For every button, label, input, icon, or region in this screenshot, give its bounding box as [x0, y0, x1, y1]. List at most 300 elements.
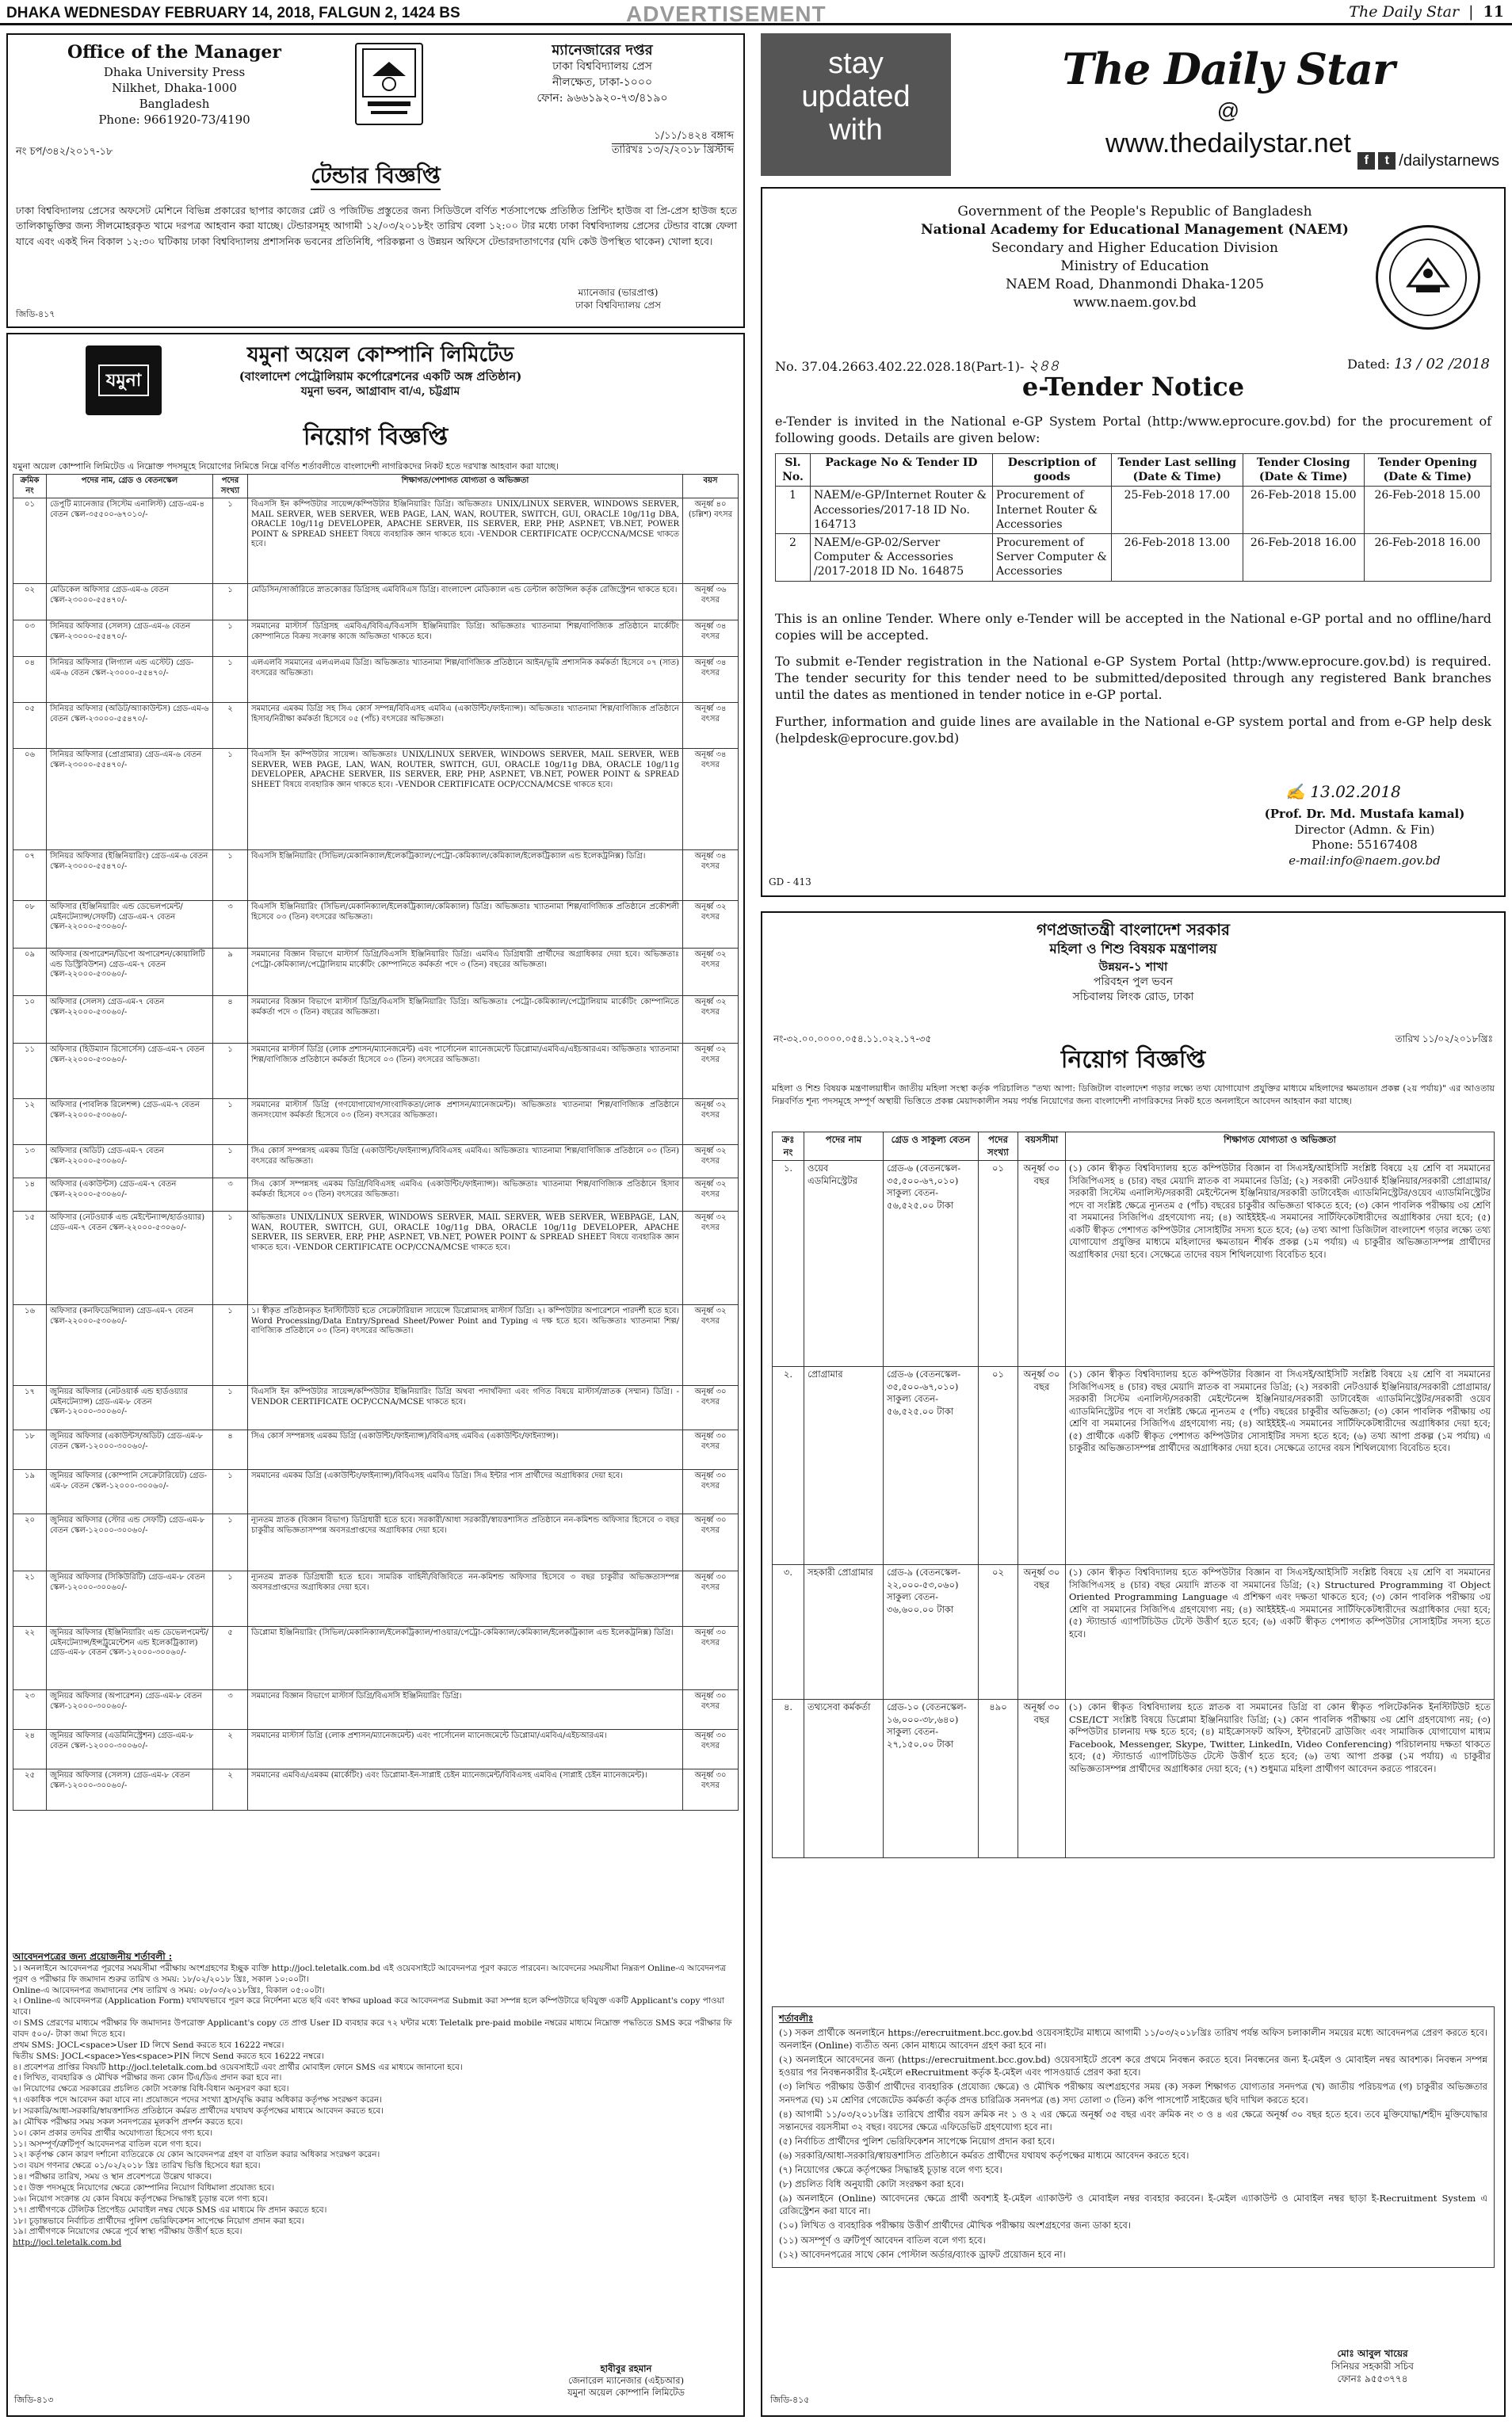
job-qualification: সমমানের মাস্টার্স ডিগ্রি (লোক প্রশাসন/ম্যানেজমেন্ট) এবং পার্সোনেল ম্যানেজমেন্টে ডিপ্লোমা/এমবিএ/এইচআরএম। অভিজ্ঞতাঃ খ্যাতনামা শিল্প/বাণিজ্যিক প্রতিষ্ঠানে কর্মকর্তা হিসেবে ০৩ (তিন) বৎসরের অভিজ্ঞতা। [248, 1044, 683, 1099]
job-post: সিনিয়র অফিসার (প্রোগ্রামার) গ্রেড-এম-৬ বেতন স্কেল-২৩০০০-৫৫৪৭০/- [47, 749, 213, 850]
jamuna-recruitment-ad [6, 333, 745, 2417]
jamuna-th: পদের নাম, গ্রেড ও বেতনস্কেল [47, 475, 213, 498]
naem-th: Tender Closing (Date & Time) [1243, 454, 1364, 487]
mowca-signature-phone: ফোনঃ ৯৫৫৩৭৭৪ [1337, 2373, 1408, 2385]
job-age: অনূর্ধ্ব ৩২ বৎসর [683, 949, 739, 996]
naem-sign-name: (Prof. Dr. Md. Mustafa kamal) [1264, 807, 1465, 821]
table-row [776, 487, 1491, 534]
job-post: জুনিয়র অফিসার (সিকিউরিটি) গ্রেড-এম-৮ বেতন স্কেল-১২০০০-৩০০৬০/- [47, 1571, 213, 1627]
mowca-th: বয়সসীমা [1018, 1132, 1066, 1161]
job-age: অনূর্ধ্ব ৩০ বৎসর [683, 1627, 739, 1690]
job-age: অনূর্ধ্ব ৩০ বৎসর [683, 1386, 739, 1430]
job-post: অফিসার (একাউন্টস) গ্রেড-এম-৭ বেতন স্কেল-২২০০০-৫৩০৬০/- [47, 1178, 213, 1212]
job-age: অনূর্ধ্ব ৩২ বৎসর [683, 1305, 739, 1386]
press-bn-line: ঢাকা বিশ্ববিদ্যালয় প্রেস [552, 60, 652, 74]
post-age: অনূর্ধ্ব ৩০ বছর [1018, 1367, 1066, 1565]
job-serial: ১৬ [13, 1305, 47, 1386]
table-row [13, 703, 739, 749]
press-body: ঢাকা বিশ্ববিদ্যালয় প্রেসের অফসেট মেশিনে বিভিন্ন প্রকারের ছাপার কাজের প্লেট ও পজিটিভ প্রস্তুতের জন্য সিডিউলে বর্ণিত শর্তসাপেক্ষে প্রতিষ্ঠিত প্রিন্টিং হাউজ বা প্রি-প্রেস হাউজ হতে তালিকাভুক্তির জন্য সীলমোহরকৃত খামে দরপত্র আহবান করা যাচ্ছে। টেন্ডারসমূহ আগামী ১২/০৩/২০১৮ইং তারিখ বেলা ১২:০০ টার মধ্যে ঢাকা বিশ্ববিদ্যালয় প্রেসের টেন্ডার বাক্সে ফেলা যাবে এবং একই দিন বিকাল ১২:৩০ ঘটিকায় ঢাকা বিশ্ববিদ্যালয় প্রশাসনিক ভবনের প্রতিনিধি, পরিকল্পনা ও উন্নয়ন অফিসে টেন্ডারদাতাগণের (যদি কেউ উপস্থিত থাকেন) খোলা হবে। [16, 204, 737, 247]
term-item: ৩। SMS প্রেরণের মাধ্যমে পরীক্ষার ফি জমাদানঃ উপরোক্ত Applicant's copy তে প্রাপ্ত User ID ব্যবহার করে ৭২ ঘন্টার মধ্যে Teletalk pre-paid mobile নম্বরের মাধ্যমে নিম্নোক্ত পদ্ধতিতে SMS করে পরীক্ষার ফি বাবদ ৫০০/- টাকা জমা দিতে হবে। [13, 2018, 732, 2039]
job-serial: ০৪ [13, 657, 47, 703]
job-serial: ০৭ [13, 850, 47, 901]
job-qualification: সমমানের মাস্টার্স ডিগ্রিসহ এমবিএ/বিবিএ/বিএসসি ইঞ্জিনিয়ারিং ডিগ্রি। অভিজ্ঞতাঃ খ্যাতনামা শিল্প/বাণিজ্যিক প্রতিষ্ঠানে মার্কেটিং কোম্পানিতে বিক্রয় সংক্রান্ত কাজে অভিজ্ঞতা থাকতে হবে। [248, 620, 683, 657]
term-item: ৬। নিয়োগের ক্ষেত্রে সরকারের প্রচলিত কোটা সংক্রান্ত বিধি-বিধান অনুসরণ করা হবে। [13, 2084, 289, 2094]
post-name: প্রোগ্রামার [804, 1367, 884, 1565]
job-post: অফিসার (পাবলিক রিলেশন্স) গ্রেড-এম-৭ বেতন স্কেল-২২০০০-৫৩০৬০/- [47, 1099, 213, 1145]
job-age: অনূর্ধ্ব ৪০ (চল্লিশ) বৎসর [683, 498, 739, 584]
table-row [13, 996, 739, 1044]
term-item: ১৫। উক্ত পদসমূহে নিয়োগের ক্ষেত্রে কোম্পানির নিয়োগ বিধিমালা প্রযোজ্য হবে। [13, 2183, 275, 2193]
term-item: (৩) লিখিত পরীক্ষায় উত্তীর্ণ প্রার্থীদের ব্যবহারিক (প্রযোজ্য ক্ষেত্রে) ও মৌখিক পরীক্ষায় অংশগ্রহণের সময় (ক) সকল শিক্ষাগত যোগ্যতার সনদপত্র (খ) জাতীয় পরিচয়পত্র (গ) চাকুরীর অভিজ্ঞতার সনদপত্র (ঘ) ১ম শ্রেণির গেজেটেড কর্মকর্তা কর্তৃক প্রদত্ত চারিত্রিক সনদপত্র (ঙ) সদ্য তোলা ৩ (তিন) কপি পাসপোর্ট সাইজের ছবি দাখিল করতে হবে। [779, 2081, 1487, 2105]
term-item: ৮। সরকারি/আধা-সরকারি/স্বায়ত্তশাসিত প্রতিষ্ঠানে কর্মরত প্রার্থীদের যথাযথ কর্তৃপক্ষের মাধ্যমে আবেদন করতে হবে। [13, 2106, 384, 2116]
job-age: অনূর্ধ্ব ৩০ বৎসর [683, 1430, 739, 1470]
job-serial: ০৮ [13, 901, 47, 949]
post-serial: ২. [773, 1367, 804, 1565]
term-item: (৯) অনলাইনে (Online) আবেদনের ক্ষেত্রে প্রার্থী অবশ্যই ই-মেইল এ্যাকাউন্ট ও মোবাইল নম্বর ব্যবহার করবেন। ই-মেইল এ্যাকাউন্ট ও মোবাইল নম্বর ছাড়া ই-Recruitment System এ রেজিস্ট্রেশন করা যাবে না। [779, 2193, 1487, 2217]
naem-gov: Government of the People's Republic of Bangladesh [957, 204, 1312, 219]
term-item: (৮) প্রচলিত বিধি অনুযায়ী কোটা সংরক্ষণ করা হবে। [779, 2178, 964, 2190]
job-post: অফিসার (অপারেশন/ডিপো অপারেশন/কোয়ালিটি এন্ড ডিস্ট্রিবিউশন) গ্রেড-এম-৭ বেতন স্কেল-২২০০০-৫৩০৬০/- [47, 949, 213, 996]
press-en-line: Dhaka University Press [103, 64, 246, 79]
naem-header [889, 203, 1380, 312]
job-post: জুনিয়র অফিসার (নেটওয়ার্ক এন্ড হার্ডওয়্যার মেইনটেন্যান্স) গ্রেড-এম-৮ বেতন স্কেল-১২০০০-৩০০৬০/- [47, 1386, 213, 1430]
job-age: অনূর্ধ্ব ৩৪ বৎসর [683, 657, 739, 703]
job-count: ৪ [213, 1430, 248, 1470]
job-age: অনূর্ধ্ব ৩২ বৎসর [683, 1212, 739, 1305]
job-serial: ১৯ [13, 1470, 47, 1514]
job-post: অফিসার (সেলস) গ্রেড-এম-৭ বেতন স্কেল-২২০০০-৫৩০৬০/- [47, 996, 213, 1044]
term-item: (১) সকল প্রার্থীকে অনলাইনে https://erecruitment.bcc.gov.bd ওয়েবসাইটের মাধ্যমে আগামী ১১/০৩/২০১৮খ্রিঃ তারিখ পর্যন্ত অফিস চলাকালীন সময়ের মধ্যে আবেদনপত্র প্রেরণ করতে হবে। অনলাইন (Online) ব্যতীত অন্য কোন মাধ্যমে আবেদন গ্রহণ করা হবে না। [779, 2027, 1487, 2052]
naem-memo-handwritten: ২৪৪ [1028, 356, 1060, 375]
job-serial: ১১ [13, 1044, 47, 1099]
job-serial: ২২ [13, 1627, 47, 1690]
naem-th: Description of goods [993, 454, 1112, 487]
naem-cell: 1 [776, 487, 811, 534]
jamuna-table [13, 474, 739, 1811]
job-qualification: অভিজ্ঞতাঃ UNIX/LINUX SERVER, WINDOWS SERVER, MAIL SERVER, WEB SERVER, WEBPAGE, LAN, WAN, ROUTER, SWITCH, GUI, ORACLE 10g/11g DBA, ORACLE 10g/11g DEVELOPER, APACHE SERVER, IIS SERVER, ERP, PHP, ASP.NET, VB.NET, POWER POINT & SPREAD SHEET বিষয়ে ব্যবহারিক জ্ঞান থাকতে হবে। -VENDOR CERTIFICATE OCP/CCNA/MCSE থাকতে হবে। [248, 1212, 683, 1305]
post-count: ৪৯০ [979, 1700, 1018, 1858]
job-serial: ১০ [13, 996, 47, 1044]
job-age: অনূর্ধ্ব ৩২ বৎসর [683, 1099, 739, 1145]
daily-star-logo: The Daily Star [1062, 44, 1395, 94]
naem-paragraphs [775, 610, 1491, 746]
term-item: ১১। অসম্পূর্ণ/ত্রুটিপূর্ণ আবেদনপত্র বাতিল বলে গণ্য হবে। [13, 2139, 201, 2149]
job-serial: ২৪ [13, 1730, 47, 1769]
press-ref: নং চপ/৩৪২/২০১৭-১৮ [16, 146, 113, 158]
jamuna-address: যমুনা ভবন, আগ্রাবাদ বা/এ, চট্টগ্রাম [300, 385, 460, 399]
press-signature-org: ঢাকা বিশ্ববিদ্যালয় প্রেস [575, 299, 661, 311]
jamuna-title: যমুনা অয়েল কোম্পানি লিমিটেড [246, 343, 514, 367]
jamuna-th: শিক্ষাগত/পেশাগত যোগ্যতা ও অভিজ্ঞতা [248, 475, 683, 498]
job-qualification: মেডিসিন/সার্জারিতে স্নাতকোত্তর ডিগ্রিসহ এমবিবিএস ডিগ্রি। বাংলাদেশ মেডিক্যাল এন্ড ডেন্টাল কাউন্সিল কর্তৃক রেজিস্ট্রেশন থাকতে হবে। [248, 584, 683, 620]
jamuna-signature-title: জেনারেল ম্যানেজার (এইচআর) [567, 2374, 685, 2386]
masthead-paper-name: The Daily Star [1349, 3, 1460, 21]
job-post: সিনিয়র অফিসার (ইঞ্জিনিয়ারিং) গ্রেড-এম-৬ বেতন স্কেল-২৩০০০-৫৫৪৭০/- [47, 850, 213, 901]
naem-date-value: 13 / 02 /2018 [1394, 356, 1490, 372]
job-qualification: ১। স্বীকৃত প্রতিষ্ঠানকৃত ইনস্টিটিউট হতে সেক্রেটারিয়াল সায়েন্সে ডিপ্লোমাসহ মাস্টার্স ডিগ্রি। ২। কম্পিউটার অপারেশনে পারদর্শী হতে হবে। Word Processing/Data Entry/Spread Sheet/Power Point and Typing এ দক্ষ হতে হবে। অভিজ্ঞতাঃ খ্যাতনামা শিল্প/বাণিজ্যিক প্রতিষ্ঠানে ০৩ (তিন) বৎসরের অভিজ্ঞতা। [248, 1305, 683, 1386]
naem-org: National Academy for Educational Management (NAEM) [921, 221, 1349, 238]
promo-url[interactable]: www.thedailystar.net [1105, 128, 1351, 158]
press-en-line: Nilkhet, Dhaka-1000 [112, 80, 237, 95]
job-qualification: সমমানের এমবিএ/এমকম (মার্কেটিং) এবং ডিপ্লোমা-ইন-সাপ্লাই চেইন ম্যানেজমেন্ট/বিবিএসহ এমবিএ (সাপ্লাই চেইন ম্যানেজমেন্ট)। [248, 1769, 683, 1811]
job-post: জুনিয়র অফিসার (অপারেশন) গ্রেড-এম-৮ বেতন স্কেল-১২০০০-৩০০৬০/- [47, 1690, 213, 1730]
press-headline [8, 162, 743, 190]
press-en-line: Bangladesh [139, 97, 210, 112]
mowca-th: পদের সংখ্যা [979, 1132, 1018, 1161]
jamuna-intro: যমুনা অয়েল কোম্পানি লিমিটেড এ নিম্নোক্ত পদসমূহে নিয়োগের নিমিত্তে নিম্নে বর্ণিত শর্তাবলীতে বাংলাদেশী নাগরিকদের নিকট হতে দরখাস্ত আহবান করা যাচ্ছে। [13, 461, 559, 471]
term-item: ১৬। নিয়োগ সংক্রান্ত যে কোন বিষয়ে কর্তৃপক্ষের সিদ্ধান্তই চূড়ান্ত বলে গণ্য হবে। [13, 2193, 268, 2204]
table-row [13, 1627, 739, 1690]
jamuna-terms-title: আবেদনপত্রের জন্য প্রয়োজনীয় শর্তাবলী : [13, 1951, 173, 1962]
term-item: ১৪। পরীক্ষার তারিখ, সময় ও স্থান প্রবেশপত্রে উল্লেখ থাকবে। [13, 2172, 212, 2182]
promo-at: @ [1216, 98, 1240, 124]
mowca-intro: মহিলা ও শিশু বিষয়ক মন্ত্রণালয়াধীন জাতীয় মহিলা সংস্থা কর্তৃক পরিচালিত "তথ্য আপা: ডিজিটাল বাংলাদেশ গড়ার লক্ষ্যে তথ্য যোগাযোগ প্রযুক্তির মাধ্যমে মহিলাদের ক্ষমতায়ন প্রকল্প (২য় পর্যায়)" এর আওতায় নিম্নবর্ণিত শূন্য পদসমূহে সম্পূর্ণ অস্থায়ী ভিত্তিতে প্রকল্প মেয়াদকালীন সময় পর্যন্ত নিয়োগের জন্য বাংলাদেশী নাগরিকদের নিকট হতে অনলাইনে আবেদন আহবান করা যাচ্ছে। [772, 1083, 1495, 1106]
job-serial: ০৯ [13, 949, 47, 996]
naem-th: Sl. No. [776, 454, 811, 487]
term-item: Online-এ আবেদনপত্র জমাদানের শেষ তারিখ ও সময়: ০৮/০৩/২০১৮খ্রিঃ, বিকাল ০৫:০০টা। [13, 1985, 325, 1995]
job-qualification: সমমানের মাস্টার্স ডিগ্রি (গণযোগাযোগ/সাংবাদিকতা/লোক প্রশাসন/ম্যানেজমেন্ট)। অভিজ্ঞতাঃ খ্যাতনামা শিল্প/বাণিজ্যিক প্রতিষ্ঠানে জনসংযোগ কর্মকর্তা হিসেবে ০৩ (তিন) বৎসরের অভিজ্ঞতা। [248, 1099, 683, 1145]
masthead-date: DHAKA WEDNESDAY FEBRUARY 14, 2018, FALGUN 2, 1424 BS [6, 5, 460, 21]
term-item: (১২) আবেদনপত্রের সাথে কোন পোস্টাল অর্ডার/ব্যাংক ড্রাফট প্রয়োজন হবে না। [779, 2248, 1066, 2260]
job-count: ২ [213, 1769, 248, 1811]
press-signature-title: ম্যানেজার (ভারপ্রাপ্ত) [578, 287, 659, 298]
job-count: ১ [213, 498, 248, 584]
mowca-th: গ্রেড ও সাকুল্য বেতন [884, 1132, 979, 1161]
naem-cell: 26-Feb-2018 16.00 [1364, 533, 1491, 581]
job-post: মেডিকেল অফিসার গ্রেড-এম-৬ বেতন স্কেল-২৩০০০-৫৫৪৭০/- [47, 584, 213, 620]
job-serial: ২৫ [13, 1769, 47, 1811]
mowca-code: জিডি-৪১৫ [770, 2395, 810, 2405]
naem-sign-email[interactable]: e-mail:info@naem.gov.bd [1289, 853, 1441, 868]
job-qualification: সমমানের এমকম ডিগ্রি সহ সিএ কোর্স সম্পন্ন/বিবিএসহ এমবিএ (একাউন্টিং/ফাইন্যান্স)। অভিজ্ঞতাঃ খ্যাতনামা শিল্প/বাণিজ্যিক প্রতিষ্ঠানে হিসাব/নিরীক্ষা কর্মকর্তা হিসেবে ০৫ (পাঁচ) বৎসরের অভিজ্ঞতা। [248, 703, 683, 749]
job-post: অফিসার (ইঞ্জিনিয়ারিং এন্ড ডেভেলপমেন্ট/মেইনটেন্যান্স/সেফটি) গ্রেড-এম-৭ বেতন স্কেল-২২০০০-৫৩০৬০/- [47, 901, 213, 949]
naem-memo-number: No. 37.04.2663.402.22.028.18(Part-1)- [775, 359, 1025, 374]
term-item: (৪) আগামী ১১/০৩/২০১৮খ্রিঃ তারিখে প্রার্থীর বয়স ক্রমিক নং ১ ও ২ এর ক্ষেত্রে অনূর্ধ্ব ৩৫ বছর এবং ক্রমিক নং ৩ ও ৪ এর ক্ষেত্রে অনূর্ধ্ব ৩০ বছর হতে হবে। তবে মুক্তিযোদ্ধা/শহীদ মুক্তিযোদ্ধার সন্তানদের বয়সসীমা ৩২ বছর। বয়সের ক্ষেত্রে এফিডেভিট গ্রহণযোগ্য হবে না। [779, 2108, 1487, 2132]
job-count: ৩ [213, 901, 248, 949]
job-age: অনূর্ধ্ব ৩৪ বৎসর [683, 850, 739, 901]
job-post: সিনিয়র অফিসার (অডিট/অ্যাকাউন্টস) গ্রেড-এম-৬ বেতন স্কেল-২৩০০০-৫৫৪৭০/- [47, 703, 213, 749]
naem-emblem-icon [1376, 225, 1480, 330]
promo-text [761, 48, 951, 147]
job-count: ১ [213, 1145, 248, 1178]
post-grade: গ্রেড-১০ (বেতনস্কেল- ১৬,০০০-৩৮,৬৪০) সাকুল্য বেতন- ২৭,১৫০.০০ টাকা [884, 1700, 979, 1858]
job-post: সিনিয়র অফিসার (সেলস) গ্রেড-এম-৬ বেতন স্কেল-২৩০০০-৫৫৪৭০/- [47, 620, 213, 657]
naem-ministry: Ministry of Education [1060, 258, 1209, 274]
job-post: সিনিয়র অফিসার (লিগ্যাল এন্ড এস্টেট) গ্রেড-এম-৬ বেতন স্কেল-২৩০০০-৫৫৪৭০/- [47, 657, 213, 703]
naem-th: Tender Opening (Date & Time) [1364, 454, 1491, 487]
job-post: জুনিয়র অফিসার (কোম্পানি সেক্রেটারিয়েট) গ্রেড-এম-৮ বেতন স্কেল-১২০০০-৩০০৬০/- [47, 1470, 213, 1514]
post-grade: গ্রেড-৯ (বেতনস্কেল- ২২,০০০-৫৩,০৬০) সাকুল্য বেতন- ৩৬,৬০০.০০ টাকা [884, 1565, 979, 1700]
job-qualification: সিএ কোর্স সম্পন্নসহ এমকম ডিগ্রি (একাউন্টিং/ফাইন্যান্স)/বিবিএসহ এমবিএ। অভিজ্ঞতাঃ খ্যাতনামা শিল্প/বাণিজ্যিক প্রতিষ্ঠানে ০৩ (তিন) বৎসরের অভিজ্ঞতা। [248, 1145, 683, 1178]
jamuna-logo-icon [86, 345, 162, 415]
press-en-line: Phone: 9661920-73/4190 [98, 113, 250, 128]
post-name: তথ্যসেবা কর্মকর্তা [804, 1700, 884, 1858]
promo-line: with [829, 113, 883, 147]
term-item: ১২। কর্তৃপক্ষ কোন কারণ দর্শানো ব্যতিরেকে যে কোন আবেদনপত্র গ্রহণ বা বাতিল করার অধিকার সংরক্ষণ করেন। [13, 2150, 380, 2160]
term-item: ৯। মৌখিক পরীক্ষার সময় সকল সনদপত্রের মূলকপি প্রদর্শন করতে হবে। [13, 2117, 243, 2127]
jamuna-th: পদের সংখ্যা [213, 475, 248, 498]
job-serial: ১৮ [13, 1430, 47, 1470]
social-handle[interactable]: /dailystarnews [1399, 152, 1499, 170]
mowca-signature-name: মোঃ আবুল খায়ের [1337, 2348, 1408, 2359]
masthead-right: The Daily Star | 11 [1349, 3, 1504, 21]
job-age: অনূর্ধ্ব ৩২ বৎসর [683, 1178, 739, 1212]
jamuna-signature-name: হাবীবুর রহমান [600, 2363, 652, 2374]
post-serial: ১. [773, 1161, 804, 1367]
term-item: ২। Online-এ আবেদনপত্র (Application Form) যথাযথভাবে পূরণ করে নির্দেশনা মতে ছবি এবং স্বাক্ষর upload করে আবেদনপত্র Submit করা সম্পন্ন হলে কম্পিউটারে ছবিযুক্ত একটি Applicant's copy পাওয়া যাবে। [13, 1996, 724, 2017]
job-post: অফিসার (হিউম্যান রিসোর্সেস) গ্রেড-এম-৭ বেতন স্কেল-২২০০০-৫৩০৬০/- [47, 1044, 213, 1099]
job-serial: ১৪ [13, 1178, 47, 1212]
table-row [773, 1367, 1495, 1565]
naem-sign-date: 13.02.2018 [1310, 782, 1401, 801]
press-en-address [55, 64, 293, 128]
naem-date-label: Dated: [1347, 357, 1390, 372]
job-qualification: বিএসসি ইঞ্জিনিয়ারিং (সিভিল/মেকানিক্যাল/ইলেকট্রিক্যাল/কেমিক্যাল) ডিগ্রি। অভিজ্ঞতাঃ খ্যাতনামা শিল্প/বাণিজ্যিক প্রতিষ্ঠানে প্রকৌশলী হিসেবে ০৩ (তিন) বৎসরের অভিজ্ঞতা। [248, 901, 683, 949]
table-row [13, 657, 739, 703]
job-serial: ০৫ [13, 703, 47, 749]
promo-line: stay [828, 47, 884, 80]
jamuna-th: ক্রমিক নং [13, 475, 47, 498]
job-age: অনূর্ধ্ব ৩২ বৎসর [683, 1145, 739, 1178]
table-row [13, 1430, 739, 1470]
job-serial: ১২ [13, 1099, 47, 1145]
job-count: ১ [213, 1514, 248, 1571]
job-qualification: সমমানের বিজ্ঞান বিভাগে মাস্টার্স ডিগ্রি/বিএসসি ইঞ্জিনিয়ারিং ডিগ্রি। অভিজ্ঞতাঃ পেট্রো-কেমিক্যাল/পেট্রোলিয়াম মার্কেটিং কোম্পানিতে কর্মকর্তা পদে ৩ (তিন) বছরের অভিজ্ঞতা। [248, 996, 683, 1044]
post-serial: ৪. [773, 1700, 804, 1858]
jamuna-headline [8, 422, 743, 452]
job-post: অফিসার (কনফিডেন্সিয়াল) গ্রেড-এম-৭ বেতন স্কেল-২২০০০-৫৩০৬০/- [47, 1305, 213, 1386]
job-qualification: এলএলবি সমমানের এলএলএম ডিগ্রি। অভিজ্ঞতাঃ খ্যাতনামা শিল্প/বাণিজ্যিক প্রতিষ্ঠানে আইন/ভূমি প্রশাসনিক কর্মকর্তা হিসেবে ০৭ (সাত) বৎসরের অভিজ্ঞতা। [248, 657, 683, 703]
job-age: অনূর্ধ্ব ৩২ বৎসর [683, 996, 739, 1044]
mowca-address: সচিবালয় লিংক রোড, ঢাকা [1072, 991, 1194, 1004]
job-count: ১ [213, 850, 248, 901]
naem-handwritten-signature [1285, 781, 1401, 802]
naem-sign-title: Director (Admn. & Fin) [1294, 822, 1435, 837]
post-grade: গ্রেড-৬ (বেতনস্কেল- ৩৫,৫০০-৬৭,০১০) সাকুল্য বেতন- ৫৬,৫২৫.০০ টাকা [884, 1161, 979, 1367]
post-name: সহকারী প্রোগ্রামার [804, 1565, 884, 1700]
naem-cell: 26-Feb-2018 13.00 [1112, 533, 1243, 581]
term-item: ৫। লিখিত, ব্যবহারিক ও মৌখিক পরীক্ষার জন্য কোন টিএ/ডিএ প্রদান করা হবে না। [13, 2073, 282, 2083]
job-count: ১ [213, 749, 248, 850]
press-tender-ad [6, 33, 745, 328]
naem-cell: 26-Feb-2018 15.00 [1364, 487, 1491, 534]
table-row [773, 1565, 1495, 1700]
job-age: অনূর্ধ্ব ৩০ বৎসর [683, 1514, 739, 1571]
table-row [13, 1690, 739, 1730]
job-age: অনূর্ধ্ব ৩৪ বৎসর [683, 620, 739, 657]
job-serial: ২১ [13, 1571, 47, 1627]
mowca-memo: নং-৩২.০০.০০০০.০৫৪.১১.০২২.১৭-৩৫ [773, 1033, 932, 1044]
term-item: দ্বিতীয় SMS: JOCL<space>Yes<space>PIN লিখে Send করতে হবে 16222 নম্বরে। [13, 2051, 324, 2061]
job-post: জুনিয়র অফিসার (একাউন্টস/অডিট) গ্রেড-এম-৮ বেতন স্কেল-১২০০০-৩০০৬০/- [47, 1430, 213, 1470]
table-row [13, 1386, 739, 1430]
post-age: অনূর্ধ্ব ৩০ বছর [1018, 1700, 1066, 1858]
masthead-section: ADVERTISEMENT [626, 2, 827, 26]
table-row [13, 1145, 739, 1178]
naem-code: GD - 413 [769, 876, 811, 888]
job-count: ১ [213, 620, 248, 657]
table-row [13, 1305, 739, 1386]
post-grade: গ্রেড-৬ (বেতনস্কেল- ৩৫,৫০০-৬৭,০১০) সাকুল্য বেতন- ৫৬,৫২৫.০০ টাকা [884, 1367, 979, 1565]
naem-th: Tender Last selling (Date & Time) [1112, 454, 1243, 487]
naem-intro: e-Tender is invited in the National e-GP System Portal (http:/www.eprocure.gov.bd) for the procurement of following goods. Details are given below: [775, 414, 1491, 445]
jamuna-terms [13, 1951, 739, 2249]
twitter-icon[interactable]: t [1378, 152, 1396, 170]
job-post: অফিসার (অডিট) গ্রেড-এম-৭ বেতন স্কেল-২২০০০-৫৩০৬০/- [47, 1145, 213, 1178]
press-bn-address [483, 59, 721, 106]
mowca-table-header [773, 1132, 1495, 1161]
post-count: ০২ [979, 1565, 1018, 1700]
mowca-table [772, 1132, 1495, 1858]
naem-para-1: This is an online Tender. Where only e-Tender will be accepted in the National e-GP portal and no offline/hard copies will be accepted. [775, 611, 1491, 643]
naem-sign-phone: Phone: 55167408 [1312, 838, 1418, 852]
post-qualification: (১) কোন স্বীকৃত বিশ্ববিদ্যালয় হতে স্নাতক বা সমমানের ডিগ্রি বা কোন স্বীকৃত পলিটেকনিক ইনস্টিটিউট হতে CSE/ICT সংশ্লিষ্ট বিষয়ে ডিপ্লোমা ইঞ্জিনিয়ারিং ডিগ্রি; (২) কোন পাবলিক পরীক্ষায় ৩য় শ্রেণি গ্রহণযোগ্য নয়; (৩) কম্পিউটার চালনায় দক্ষ হতে হবে; (৪) মাইক্রোসফট অফিস, ইন্টারনেট ব্রাউজিং এবং সামাজিক যোগাযোগ মাধ্যম Facebook, Messenger, Skype, Twitter, LinkedIn, Video Conferencing) পরিচালনায় দক্ষতা থাকতে হবে; (৫) স্ট্যান্ডার্ড এ্যাপটিচিউড টেস্টে উত্তীর্ণ হতে হবে; (৬) তথ্য আপা প্রকল্প (১ম পর্যায়) এ চাকুরীর অভিজ্ঞতাসম্পন্ন প্রার্থীদের অগ্রাধিকার দেয়া হবে; (৭) শুধুমাত্র মহিলা প্রার্থীগণ আবেদন করতে পারবেন। [1066, 1700, 1495, 1858]
job-count: ১ [213, 1099, 248, 1145]
job-count: ২ [213, 703, 248, 749]
job-age: অনূর্ধ্ব ৩২ বৎসর [683, 901, 739, 949]
post-name: ওয়েব এডমিনিস্ট্রেটর [804, 1161, 884, 1367]
naem-web[interactable]: www.naem.gov.bd [1073, 294, 1197, 311]
daily-star-promo [761, 33, 1506, 176]
job-count: ১ [213, 1470, 248, 1514]
job-qualification: ডিপ্লোমা ইঞ্জিনিয়ারিং (সিভিল/মেকানিক্যাল/ইলেকট্রিক্যাল/পাওয়ার/পেট্রো-কেমিক্যাল/কেমিক্যাল/ইলেকট্রিক্যাল এন্ড ইলেকট্রনিক্স) ডিগ্রি। [248, 1627, 683, 1690]
naem-table-header [776, 454, 1491, 487]
term-item: ৭। একাধিক পদে আবেদন করা যাবে না। প্রয়োজনে পদের সংখ্যা হ্রাস/বৃদ্ধি করার অধিকার কর্তৃপক্ষ সংরক্ষণ করেন। [13, 2095, 383, 2105]
job-age: অনূর্ধ্ব ৩০ বৎসর [683, 1470, 739, 1514]
job-qualification: বিএসসি ইঞ্জিনিয়ারিং (সিভিল/মেকানিক্যাল/ইলেকট্রিক্যাল/পেট্রো-কেমিক্যাল/কেমিক্যাল/ইলেকট্রিক্যাল এন্ড ইলেকট্রনিক্স) ডিগ্রি। [248, 850, 683, 901]
mowca-recruitment-ad [761, 911, 1506, 2417]
mowca-building: পরিবহন পুল ভবন [1093, 975, 1174, 989]
job-age: অনূর্ধ্ব ৩০ বৎসর [683, 1730, 739, 1769]
job-serial: ১৫ [13, 1212, 47, 1305]
press-bn-title: ম্যানেজারের দপ্তর [552, 42, 653, 59]
job-qualification: সমমানের বিজ্ঞান বিভাগে মাস্টার্স ডিগ্রি/বিএসসি ইঞ্জিনিয়ারিং ডিগ্রি। এমবিএ ডিগ্রিধারী প্রার্থীদের অগ্রাধিকার দেয়া হবে। অভিজ্ঞতাঃ পেট্রো-কেমিক্যাল/পেট্রোলিয়াম মার্কেটিং কোম্পানিতে কর্মকর্তা পদে ৩ (তিন) বছরের অভিজ্ঞতা। [248, 949, 683, 996]
press-bn-line: নীলক্ষেত, ঢাকা-১০০০ [552, 75, 653, 89]
table-row [13, 1212, 739, 1305]
job-qualification: বিএসসি ইন কম্পিউটার সায়েন্স/কম্পিউটার ইঞ্জিনিয়ারিং ডিগ্রি অথবা পদার্থবিদ্যা এবং গণিত বিষয়ে মাস্টার্স/স্নাতক (সম্মান) ডিগ্রি। -VENDOR CERTIFICATE OCP/CCNA/MCSE থাকতে হবে। [248, 1386, 683, 1430]
job-count: ৯ [213, 949, 248, 996]
press-date [612, 130, 734, 158]
press-en-title: Office of the Manager [67, 42, 282, 63]
press-headline-text: টেন্ডার বিজ্ঞপ্তি [311, 162, 441, 189]
table-row [13, 949, 739, 996]
jamuna-signature [523, 2363, 729, 2399]
job-qualification: বিএসসি ইন কম্পিউটার সায়েন্স/কম্পিউটার ইঞ্জিনিয়ারিং ডিগ্রি। অভিজ্ঞতাঃ UNIX/LINUX SERVER, WINDOWS SERVER, MAIL SERVER, WEB SERVER, WEB PAGE, LAN, WAN, ROUTER, SWITCH, GUI, ORACLE 10g/11g DBA, ORACLE 10g/11g DEVELOPER, APACHE SERVER, IIS SERVER, ERP, PHP, ASP.NET, VB.NET, POWER POINT & SPREAD SHEET বিষয়ে ব্যবহারিক জ্ঞান থাকতে হবে। -VENDOR CERTIFICATE OCP/CCNA/MCSE থাকতে হবে। [248, 498, 683, 584]
term-item: (৭) নিয়োগের ক্ষেত্রে কর্তৃপক্ষের সিদ্ধান্তই চূড়ান্ত বলে গণ্য হবে। [779, 2164, 1002, 2176]
mowca-th: পদের নাম [804, 1132, 884, 1161]
terms-link[interactable]: http://jocl.teletalk.com.bd [13, 2238, 122, 2248]
jamuna-code: জিডি-৪১৩ [14, 2395, 54, 2405]
page-number: 11 [1483, 3, 1504, 21]
job-serial: ১৭ [13, 1386, 47, 1430]
job-age: অনূর্ধ্ব ৩৬ বৎসর [683, 584, 739, 620]
post-count: ০১ [979, 1367, 1018, 1565]
term-item: (২) অনলাইনে আবেদনের জন্য (https://erecruitment.bcc.gov.bd) ওয়েবসাইটে প্রবেশ করে প্রথমে নিবন্ধন করতে হবে। নিবন্ধনের জন্য ই-মেইল ও মোবাইল নম্বর আবশ্যক। নিবন্ধন সম্পন্ন হওয়ার পর নিবন্ধনকারীর ই-মেইলে eRecruitment কর্তৃক ই-মেইল এবং পাসওয়ার্ড প্রেরণ করা হবে। [779, 2054, 1487, 2079]
term-item: ১৮। চূড়ান্তভাবে নির্বাচিত প্রার্থীদের পুলিশ ভেরিফিকেশন সাপেক্ষে নিয়োগ প্রদান করা হবে। [13, 2216, 304, 2226]
jamuna-logo-text: যমুনা [98, 365, 149, 397]
table-row [13, 1470, 739, 1514]
table-row [13, 749, 739, 850]
post-qualification: (১) কোন স্বীকৃত বিশ্ববিদ্যালয় হতে কম্পিউটার বিজ্ঞান বা সিএসই/আইসিটি সংশ্লিষ্ট বিষয়ে ২য় শ্রেণি বা সমমানের সিজিপিএসহ ৪ (চার) বছর মেয়াদি স্নাতক বা সমমানের ডিগ্রি; (২) Structured Programming বা Object Oriented Programming Language এ প্রশিক্ষণ এবং দক্ষতা থাকতে হবে; (৩) কোন পাবলিক পরীক্ষায় ৩য় শ্রেণি বা সমমানের সিজিপিএ গ্রহণযোগ্য নয়; (৪) আইইইই-এ সমমানের সার্টিফিকেটধারীদের অগ্রাধিকার দেয়া হবে; (৫) স্ট্যান্ডার্ড এ্যাপটিচিউড টেস্টে উত্তীর্ণ হতে হবে; (৬) একটি স্বীকৃত পেশাগত কম্পিউটার সোসাইটির সদস্য হতে হবে। [1066, 1565, 1495, 1700]
post-age: অনূর্ধ্ব ৩০ বছর [1018, 1161, 1066, 1367]
table-row [773, 1700, 1495, 1858]
naem-cell: 26-Feb-2018 15.00 [1243, 487, 1364, 534]
promo-line: updated [801, 79, 911, 113]
table-row [13, 584, 739, 620]
press-date-en: তারিখঃ ১৩/২/২০১৮ খ্রিস্টাব্দ [611, 143, 734, 156]
job-post: জুনিয়র অফিসার (এডমিনিস্ট্রেশন) গ্রেড-এম-৮ বেতন স্কেল-১২০০০-৩০০৬০/- [47, 1730, 213, 1769]
naem-cell: NAEM/e-GP-02/Server Computer & Accessories /2017-2018 ID No. 164875 [811, 533, 993, 581]
job-count: ৩ [213, 1178, 248, 1212]
press-date-bn: ১/১১/১৪২৪ বঙ্গাব্দ [612, 130, 734, 144]
term-item: (১০) লিখিত ও ব্যবহারিক পরীক্ষায় উত্তীর্ণ প্রার্থীদের মৌখিক পরীক্ষায় অংশগ্রহণের জন্য ডাকা হবে। [779, 2220, 1131, 2231]
jamuna-subtitle: (বাংলাদেশ পেট্রোলিয়াম কর্পোরেশনের একটি অঙ্গ প্রতিষ্ঠান) [239, 368, 522, 384]
job-count: ১ [213, 1305, 248, 1386]
promo-right [967, 41, 1490, 161]
job-qualification: ন্যূনতম স্নাতক ডিগ্রিধারী হতে হবে। সামরিক বাহিনী/বিজিবিতে নন-কমিশন্ড অফিসার হিসেবে ৩ বছর চাকুরীর অভিজ্ঞতাসম্পন্ন অবসরপ্রাপ্তদের অগ্রাধিকার দেয়া হবে। [248, 1571, 683, 1627]
mowca-headline-text: নিয়োগ বিজ্ঞপ্তি [1060, 1046, 1206, 1074]
promo-social [1357, 151, 1499, 171]
table-row [13, 1178, 739, 1212]
naem-address: NAEM Road, Dhanmondi Dhaka-1205 [1005, 276, 1265, 292]
press-bn-block [483, 41, 721, 106]
naem-division: Secondary and Higher Education Division [991, 239, 1278, 256]
job-age: অনূর্ধ্ব ৩০ বৎসর [683, 1690, 739, 1730]
naem-para-2: To submit e-Tender registration in the National e-GP System Portal (http:/www.eprocure.gov.bd) is required. The tender security for this tender need to be submitted/deposited through any registered Bank branches until the dates as mentioned in tender notice in e-GP portal. [775, 654, 1491, 703]
table-row [13, 1571, 739, 1627]
mowca-gov: গণপ্রজাতন্ত্রী বাংলাদেশ সরকার [1037, 920, 1230, 939]
naem-tender-ad [761, 187, 1506, 897]
press-code: জিডি-৪১৭ [16, 309, 55, 319]
job-post: জুনিয়র অফিসার (স্টোর এন্ড সেফটি) গ্রেড-এম-৮ বেতন স্কেল-১২০০০-৩০০৬০/- [47, 1514, 213, 1571]
term-item: ১৯। প্রার্থীগণকে নিয়োগের ক্ষেত্রে পূর্বে স্বাস্থ্য পরীক্ষায় উত্তীর্ণ হতে হবে। [13, 2227, 242, 2237]
table-row [13, 850, 739, 901]
promo-left-box [761, 33, 951, 176]
table-row [776, 533, 1491, 581]
term-item: ১০। কোন প্রকার তদবির প্রার্থীর অযোগ্যতা হিসেবে গণ্য হবে। [13, 2128, 213, 2138]
jamuna-signature-org: যমুনা অয়েল কোম্পানি লিমিটেড [567, 2386, 685, 2398]
jamuna-header [166, 342, 594, 399]
mowca-branch: উন্নয়ন-১ শাখা [1098, 959, 1168, 974]
job-count: ৪ [213, 996, 248, 1044]
naem-cell: NAEM/e-GP/Internet Router & Accessories/2017-18 ID No. 164713 [811, 487, 993, 534]
jamuna-headline-text: নিয়োগ বিজ্ঞপ্তি [303, 423, 449, 451]
job-count: ২ [213, 1730, 248, 1769]
job-post: জুনিয়র অফিসার (সেলস) গ্রেড-এম-৮ বেতন স্কেল-১২০০০-৩০০৬০/- [47, 1769, 213, 1811]
job-count: ১ [213, 584, 248, 620]
mowca-ministry: মহিলা ও শিশু বিষয়ক মন্ত্রণালয় [1049, 941, 1217, 957]
job-serial: ২০ [13, 1514, 47, 1571]
job-serial: ২৩ [13, 1690, 47, 1730]
mowca-headline [762, 1044, 1504, 1075]
mowca-signature [1254, 2347, 1491, 2386]
mowca-th: শিক্ষাগত যোগ্যতা ও অভিজ্ঞতা [1066, 1132, 1495, 1161]
job-count: ১ [213, 1571, 248, 1627]
naem-table [775, 453, 1491, 582]
table-row [13, 1514, 739, 1571]
job-count: ১ [213, 657, 248, 703]
mowca-th: ক্রঃ নং [773, 1132, 804, 1161]
facebook-icon[interactable]: f [1357, 152, 1375, 170]
masthead [0, 0, 1512, 25]
post-serial: ৩. [773, 1565, 804, 1700]
job-qualification: সমমানের বিজ্ঞান বিভাগে মাস্টার্স ডিগ্রি/বিএসসি ইঞ্জিনিয়ারিং ডিগ্রি। [248, 1690, 683, 1730]
table-row [13, 1769, 739, 1811]
job-qualification: সমমানের এমকম ডিগ্রি (একাউন্টিং/ফাইন্যান্স)/বিবিএসহ এমবিএ ডিগ্রি। সিএ ইন্টার পাস প্রার্থীদের অগ্রাধিকার দেয়া হবে। [248, 1470, 683, 1514]
table-row [13, 498, 739, 584]
job-age: অনূর্ধ্ব ৩৪ বৎসর [683, 749, 739, 850]
term-item: ১৩। বয়স গণনার ক্ষেত্রে ০১/০২/২০১৮ খ্রিঃ তারিখ ভিত্তি হিসেবে ধরা হবে। [13, 2161, 261, 2171]
